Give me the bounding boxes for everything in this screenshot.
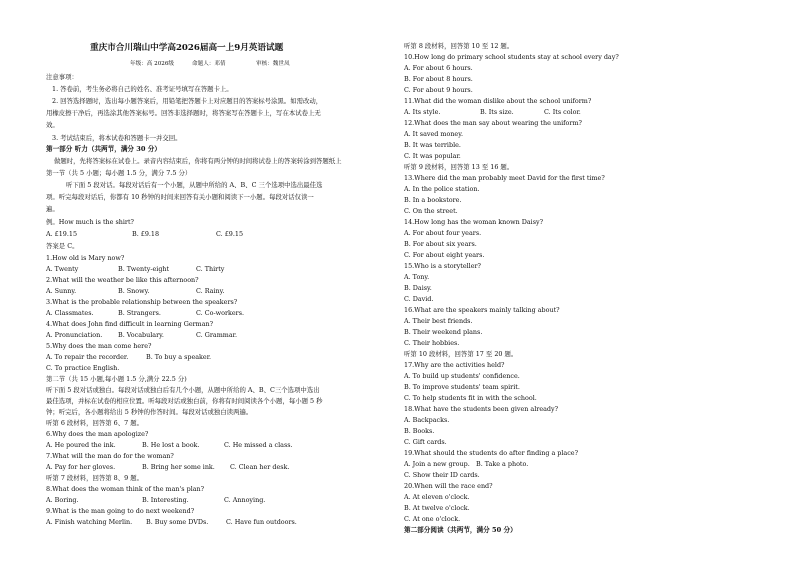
q7-option-c[interactable]: C. Clean her desk. — [230, 463, 290, 471]
q15-option-c[interactable]: C. David. — [404, 295, 434, 303]
question-16: 16.What are the speakers mainly talking about? — [404, 306, 560, 314]
q3-option-b[interactable]: B. Strangers. — [118, 309, 161, 317]
question-4: 4.What does John find difficult in learning German? — [46, 320, 214, 328]
notes-heading: 注意事项： — [46, 73, 78, 81]
question-7: 7.What will the man do for the woman? — [46, 452, 174, 460]
q12-option-b[interactable]: B. It was terrible. — [404, 141, 461, 149]
example-answer: 答案是 C。 — [46, 242, 79, 250]
q19-option-c[interactable]: C. Show their ID cards. — [404, 471, 480, 479]
q2-option-a[interactable]: A. Sunny. — [46, 287, 77, 295]
part1-heading: 第一部分 听力（共两节，满分 30 分） — [46, 145, 161, 153]
q16-option-c[interactable]: C. Their hobbies. — [404, 339, 460, 347]
meta-reviewer: 审核：魏世凤 — [256, 61, 290, 67]
q20-option-b[interactable]: B. At twelve o'clock. — [404, 504, 470, 512]
section2-instructions-2: 最佳选项，并标在试卷的相应位置。听每段对话或独白前，你将有时间阅读各个小题，每小题 5 秒 — [46, 397, 323, 405]
q9-option-c[interactable]: C. Have fun outdoors. — [226, 518, 297, 526]
question-12: 12.What does the man say about wearing the uniform? — [404, 119, 582, 127]
q10-option-b[interactable]: B. For about 8 hours. — [404, 75, 473, 83]
q10-option-c[interactable]: C. For about 9 hours. — [404, 86, 473, 94]
note-2-cont: 用橡皮擦干净后，再选涂其他答案标号。回答非选择题时，将答案写在答题卡上，写在本试卷上无 — [46, 109, 321, 117]
q18-option-c[interactable]: C. Gift cards. — [404, 438, 447, 446]
question-10: 10.How long do primary school students stay at school every day? — [404, 53, 619, 61]
section2-instructions-3: 钟；听完后，各小题将给出 5 秒钟的作答时间。每段对话或独白读两遍。 — [46, 408, 253, 416]
q15-option-b[interactable]: B. Daisy. — [404, 284, 432, 292]
q19-option-a[interactable]: A. Join a new group. — [404, 460, 470, 468]
q17-option-c[interactable]: C. To help students fit in with the school. — [404, 394, 537, 402]
q3-option-c[interactable]: C. Co-workers. — [196, 309, 245, 317]
q12-option-c[interactable]: C. It was popular. — [404, 152, 461, 160]
question-8: 8.What does the woman think of the man's plan? — [46, 485, 205, 493]
q3-option-a[interactable]: A. Classmates. — [46, 309, 94, 317]
example-question: 例。How much is the shirt? — [46, 218, 134, 226]
note-3: 3. 考试结束后，将本试卷和答题卡一并交回。 — [52, 134, 182, 142]
part2-heading: 第二部分阅读（共两节，满分 50 分） — [404, 526, 517, 534]
meta-author: 命题人：邓倩 — [192, 61, 226, 67]
material-7-note: 听第 7 段材料，回答第 8、9 题。 — [46, 474, 144, 482]
question-20: 20.When will the race end? — [404, 482, 493, 490]
q5-option-a[interactable]: A. To repair the recorder. — [46, 353, 129, 361]
section1-instructions-2: 项。听完每段对话后，你都有 10 秒钟的时间来回答有关小题和阅读下一小题。每段对话仅读一 — [46, 193, 314, 201]
q10-option-a[interactable]: A. For about 6 hours. — [404, 64, 473, 72]
note-1: 1. 答卷前，考生务必将自己的姓名、准考证号填写在答题卡上。 — [52, 85, 233, 93]
material-10-note: 听第 10 段材料，回答第 17 至 20 题。 — [404, 350, 518, 358]
q20-option-a[interactable]: A. At eleven o'clock. — [404, 493, 470, 501]
q8-option-c[interactable]: C. Annoying. — [224, 496, 266, 504]
q7-option-a[interactable]: A. Pay for her gloves. — [46, 463, 116, 471]
question-11: 11.What did the woman dislike about the school uniform? — [404, 97, 592, 105]
q13-option-c[interactable]: C. On the street. — [404, 207, 458, 215]
q15-option-a[interactable]: A. Tony. — [404, 273, 430, 281]
note-2: 2. 回答选择题时，选出每小题答案后，用铅笔把答题卡上对应题目的答案标号涂黑。如需改动， — [52, 97, 323, 105]
q14-option-c[interactable]: C. For about eight years. — [404, 251, 485, 259]
material-9-note: 听第 9 段材料，回答第 13 至 16 题。 — [404, 163, 514, 171]
q11-option-b[interactable]: B. Its size. — [480, 108, 514, 116]
q14-option-b[interactable]: B. For about six years. — [404, 240, 477, 248]
question-18: 18.What have the students been given already? — [404, 405, 559, 413]
q5-option-c[interactable]: C. To practice English. — [46, 364, 120, 372]
q9-option-b[interactable]: B. Buy some DVDs. — [146, 518, 209, 526]
section1-instructions-3: 遍。 — [46, 205, 59, 213]
q1-option-a[interactable]: A. Twenty — [46, 265, 79, 273]
meta-grade: 年级：高 2026级 — [130, 61, 174, 67]
q19-option-b[interactable]: B. Take a photo. — [476, 460, 529, 468]
q20-option-c[interactable]: C. At one o'clock. — [404, 515, 461, 523]
q8-option-b[interactable]: B. Interesting. — [142, 496, 189, 504]
q9-option-a[interactable]: A. Finish watching Merlin. — [46, 518, 133, 526]
q14-option-a[interactable]: A. For about four years. — [404, 229, 482, 237]
q16-option-a[interactable]: A. Their best friends. — [404, 317, 473, 325]
question-17: 17.Why are the activities held? — [404, 361, 505, 369]
question-9: 9.What is the man going to do next weekend? — [46, 507, 195, 515]
material-8-note: 听第 8 段材料，回答第 10 至 12 题。 — [404, 42, 514, 50]
material-6-note: 听第 6 段材料，回答第 6、7 题。 — [46, 419, 144, 427]
question-3: 3.What is the probable relationship between the speakers? — [46, 298, 238, 306]
q6-option-b[interactable]: B. He lost a book. — [142, 441, 200, 449]
q5-option-b[interactable]: B. To buy a speaker. — [146, 353, 212, 361]
question-19: 19.What should the students do after finding a place? — [404, 449, 579, 457]
question-14: 14.How long has the woman known Daisy? — [404, 218, 544, 226]
q17-option-a[interactable]: A. To build up students' confidence. — [404, 372, 520, 380]
question-13: 13.Where did the man probably meet David for the first time? — [404, 174, 605, 182]
question-2: 2.What will the weather be like this afternoon? — [46, 276, 199, 284]
q18-option-b[interactable]: B. Books. — [404, 427, 435, 435]
q12-option-a[interactable]: A. It saved money. — [404, 130, 464, 138]
section2-heading: 第二节（共 15 小题,每小题 1.5 分,满分 22.5 分) — [46, 375, 187, 383]
section1-instructions: 听下面 5 段对话。每段对话后有一个小题，从题中所给的 A、B、C 三个选项中选出最佳选 — [66, 181, 323, 189]
question-6: 6.Why does the man apologize? — [46, 430, 149, 438]
section1-heading: 第一节（共 5 小题；每小题 1.5 分，满分 7.5 分） — [46, 169, 192, 177]
q11-option-c[interactable]: C. Its color. — [544, 108, 581, 116]
question-5: 5.Why does the man come here? — [46, 342, 152, 350]
q16-option-b[interactable]: B. Their weekend plans. — [404, 328, 483, 336]
question-1: 1.How old is Mary now? — [46, 254, 125, 262]
q2-option-b[interactable]: B. Snowy. — [118, 287, 150, 295]
q18-option-a[interactable]: A. Backpacks. — [404, 416, 450, 424]
q13-option-a[interactable]: A. In the police station. — [404, 185, 480, 193]
q6-option-c[interactable]: C. He missed a class. — [224, 441, 293, 449]
q8-option-a[interactable]: A. Boring. — [46, 496, 79, 504]
q2-option-c[interactable]: C. Rainy. — [196, 287, 225, 295]
section2-instructions: 听下面 5 段对话或独白。每段对话或独白后有几个小题，从题中所给的 A、B、C三个选项中选出 — [46, 386, 320, 394]
example-option-b: B. £9.18 — [132, 230, 160, 238]
q7-option-b[interactable]: B. Bring her some ink. — [142, 463, 215, 471]
note-2-end: 效。 — [46, 121, 59, 129]
part1-note: 做题时，先将答案标在试卷上。录音内容结束后，你将有两分钟的时间将试卷上的答案转涂到答题纸上 — [54, 157, 342, 165]
q11-option-a[interactable]: A. Its style. — [404, 108, 441, 116]
q1-option-b[interactable]: B. Twenty-eight — [118, 265, 170, 273]
question-15: 15.Who is a storyteller? — [404, 262, 481, 270]
example-option-a: A. £19.15 — [46, 230, 78, 238]
exam-title: 重庆市合川瑞山中学高2026届高一上9月英语试题 — [90, 43, 284, 53]
q1-option-c[interactable]: C. Thirty — [196, 265, 225, 273]
q13-option-b[interactable]: B. In a bookstore. — [404, 196, 462, 204]
example-option-c: C. £9.15 — [216, 230, 244, 238]
q4-option-b[interactable]: B. Vocabulary. — [118, 331, 164, 339]
q4-option-c[interactable]: C. Grammar. — [196, 331, 238, 339]
q4-option-a[interactable]: A. Pronunciation. — [46, 331, 103, 339]
q17-option-b[interactable]: B. To improve students' team spirit. — [404, 383, 520, 391]
q6-option-a[interactable]: A. He poured the ink. — [46, 441, 116, 449]
